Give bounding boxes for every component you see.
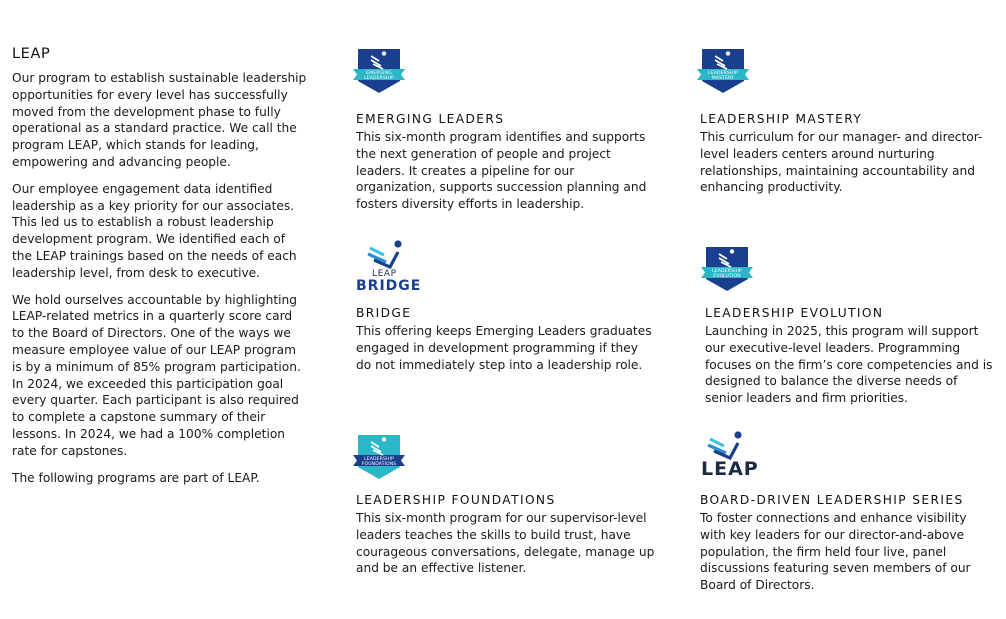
program-description: To foster connections and enhance visibility with key leaders for our director-and-above population, the firm held four live, panel discussions featuring seven members of our Board of Directors. [700,511,971,593]
leap-stripes-icon [702,430,748,460]
leap-logo [700,430,760,482]
program-bridge [356,306,656,373]
emerging-leadership-badge-icon [353,47,405,95]
program-leadership-evolution [705,306,995,407]
emerging-badge-line1: EMERGING [366,71,392,76]
program-emerging-leaders [356,112,656,213]
program-description: This six-month program identifies and supports the next generation of people and project leaders. It creates a pipeline for our organization, supports succession planning and fosters diversity efforts in leadership. [356,130,647,212]
leap-bridge-small-text: LEAP [372,269,397,279]
program-title: LEADERSHIP MASTERY [700,112,863,126]
mastery-badge-line1: LEADERSHIP [708,71,738,76]
program-title: BOARD-DRIVEN LEADERSHIP SERIES [700,493,964,507]
mastery-badge-line2: MASTERY [711,76,735,81]
program-title: BRIDGE [356,306,412,320]
program-description: This offering keeps Emerging Leaders graduates engaged in development programming if they do not immediately step into a leadership role. [356,324,652,372]
program-board-driven-leadership-series [700,493,990,594]
intro-section [12,46,308,496]
leadership-mastery-badge-icon [697,47,749,95]
intro-title: LEAP [12,46,51,62]
program-leadership-foundations [356,493,656,577]
emerging-badge-line2: LEADERSHIP [364,76,394,81]
leap-bridge-large-text: BRIDGE [356,278,422,294]
program-title: LEADERSHIP EVOLUTION [705,306,884,320]
leap-bridge-logo [356,239,422,295]
leap-logo-text: LEAP [701,458,759,480]
program-leadership-mastery [700,112,990,196]
leadership-foundations-badge-icon [353,433,405,481]
intro-paragraph-3: We hold ourselves accountable by highlighting LEAP-related metrics in a quarterly score card to the Board of Directors. One of the ways we measure employee value of our LEAP program is by a minimum of 85% program participation. In 2024, we exceeded this participation goal every quarter. Each participant is also required to complete a capstone summary of their lessons. In 2024, we had a 100% completion rate for capstones. [12,292,301,458]
program-title: EMERGING LEADERS [356,112,505,126]
evolution-badge-line2: EVOLUTION [713,274,741,279]
intro-paragraph-1: Our program to establish sustainable leadership opportunities for every level has successfully moved from the development phase to fully operational as a standard practice. We call the program LEAP, which stands for leading, empowering and advancing people. [12,71,307,169]
program-description: This curriculum for our manager- and director-level leaders centers around nurturing relationships, maintaining accountability and enhancing productivity. [700,130,983,195]
evolution-badge-line1: LEADERSHIP [712,269,742,274]
foundations-badge-line1: LEADERSHIP [364,457,394,462]
leadership-evolution-badge-icon [701,245,753,293]
intro-paragraph-4: The following programs are part of LEAP. [12,470,260,485]
leap-stripes-icon [362,239,408,269]
foundations-badge-line2: FOUNDATIONS [361,462,397,467]
program-description: This six-month program for our supervisor-level leaders teaches the skills to build trust, have courageous conversations, delegate, manage up and be an effective listener. [356,511,655,576]
intro-paragraph-2: Our employee engagement data identified leadership as a key priority for our associates. This led us to establish a robust leadership development program. We identified each of the LEAP trainings based on the needs of each leadership level, from desk to executive. [12,181,297,280]
program-title: LEADERSHIP FOUNDATIONS [356,493,556,507]
program-description: Launching in 2025, this program will support our executive-level leaders. Programming focuses on the firm’s core competencies and is designed to balance the diverse needs of senior leaders and firm priorities. [705,324,993,406]
